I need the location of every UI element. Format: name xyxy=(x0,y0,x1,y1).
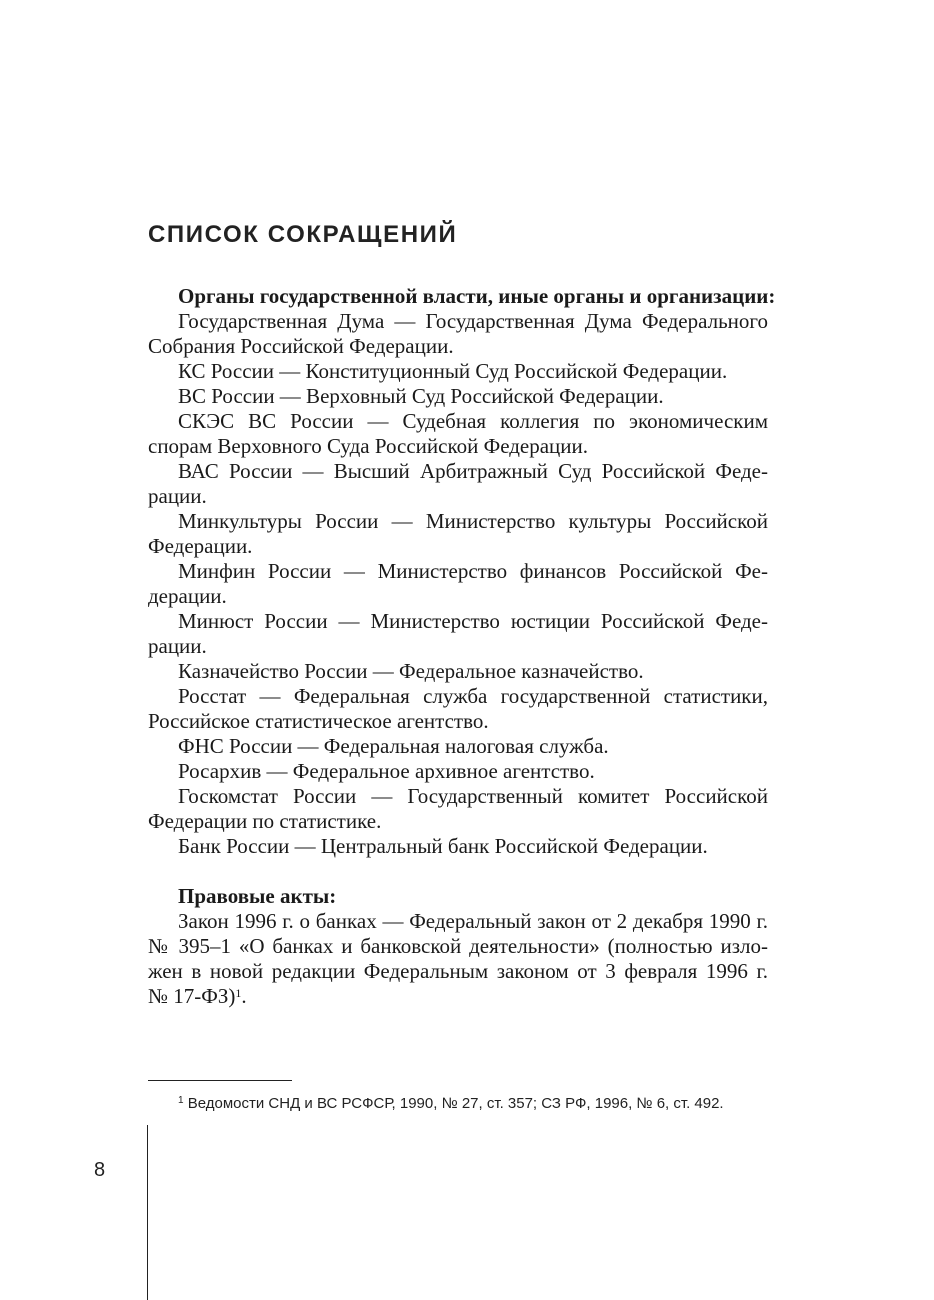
abbreviation-entry xyxy=(148,759,768,784)
entry-line: ФНС России — Федеральная налоговая служба. xyxy=(178,734,609,758)
entry-line: спорам Верховного Суда Российской Федерации. xyxy=(148,434,589,458)
authorities-list xyxy=(148,309,768,859)
paragraph-line: № 395–1 «О банках и банковской деятельности» (полностью изло- xyxy=(148,934,768,958)
page-number: 8 xyxy=(94,1159,106,1181)
legal-acts-paragraph xyxy=(148,909,768,1009)
abbreviation-entry xyxy=(148,659,768,684)
paragraph-line xyxy=(148,984,768,1009)
entry-line: рации. xyxy=(148,484,207,508)
entry-line: ВС России — Верховный Суд Российской Федерации. xyxy=(178,384,664,408)
abbreviation-entry xyxy=(148,309,768,359)
footnote-ref[interactable]: 1 xyxy=(235,986,242,1000)
entry-line: Собрания Российской Федерации. xyxy=(148,334,454,358)
abbreviation-entry xyxy=(148,384,768,409)
entry-line: Минкультуры России — Министерство культуры Российской xyxy=(178,509,768,533)
entry-line: Государственная Дума — Государственная Дума Федерального xyxy=(178,309,768,333)
footnote xyxy=(178,1095,724,1112)
abbreviation-entry xyxy=(148,559,768,609)
abbreviation-entry xyxy=(148,459,768,509)
entry-line: Федерации. xyxy=(148,534,253,558)
footnote-divider xyxy=(148,1080,292,1081)
entry-line: ВАС России — Высший Арбитражный Суд Российской Феде- xyxy=(178,459,768,483)
entry-line: СКЭС ВС России — Судебная коллегия по экономическим xyxy=(178,409,768,433)
end-punct: . xyxy=(241,984,247,1008)
entry-line: КС России — Конституционный Суд Российской Федерации. xyxy=(178,359,728,383)
margin-rule xyxy=(147,1125,148,1300)
abbreviation-entry xyxy=(148,784,768,834)
abbreviation-entry xyxy=(148,834,768,859)
section-title-authorities: Органы государственной власти, иные органы и организации: xyxy=(178,284,776,308)
paragraph-line-text: № 17-ФЗ) xyxy=(148,984,236,1008)
footnote-text: Ведомости СНД и ВС РСФСР, 1990, № 27, ст. 357; СЗ РФ, 1996, № 6, ст. 492. xyxy=(187,1095,724,1112)
abbreviation-entry xyxy=(148,684,768,734)
entry-line: Минюст России — Министерство юстиции Российской Феде- xyxy=(178,609,768,633)
entry-line: дерации. xyxy=(148,584,227,608)
section-title-legal-acts: Правовые акты: xyxy=(178,884,337,908)
abbreviation-entry xyxy=(148,359,768,384)
entry-line: Минфин России — Министерство финансов Российской Фе- xyxy=(178,559,768,583)
page-title: СПИСОК СОКРАЩЕНИЙ xyxy=(148,221,458,248)
entry-line: Банк России — Центральный банк Российской Федерации. xyxy=(178,834,708,858)
entry-line: Росстат — Федеральная служба государственной статистики, xyxy=(178,684,768,708)
paragraph-line: жен в новой редакции Федеральным законом от 3 февраля 1996 г. xyxy=(148,959,768,983)
abbreviation-entry xyxy=(148,609,768,659)
entry-line: Росархив — Федеральное архивное агентство. xyxy=(178,759,595,783)
abbreviations-body xyxy=(148,284,776,1009)
entry-line: Российское статистическое агентство. xyxy=(148,709,489,733)
entry-line: Казначейство России — Федеральное казначейство. xyxy=(178,659,644,683)
entry-line: Федерации по статистике. xyxy=(148,809,382,833)
footnote-marker: 1 xyxy=(178,1095,184,1106)
entry-line: рации. xyxy=(148,634,207,658)
entry-line: Госкомстат России — Государственный комитет Российской xyxy=(178,784,768,808)
abbreviation-entry xyxy=(148,409,768,459)
paragraph-line: Закон 1996 г. о банках — Федеральный закон от 2 декабря 1990 г. xyxy=(178,909,768,933)
abbreviation-entry xyxy=(148,509,768,559)
abbreviation-entry xyxy=(148,734,768,759)
